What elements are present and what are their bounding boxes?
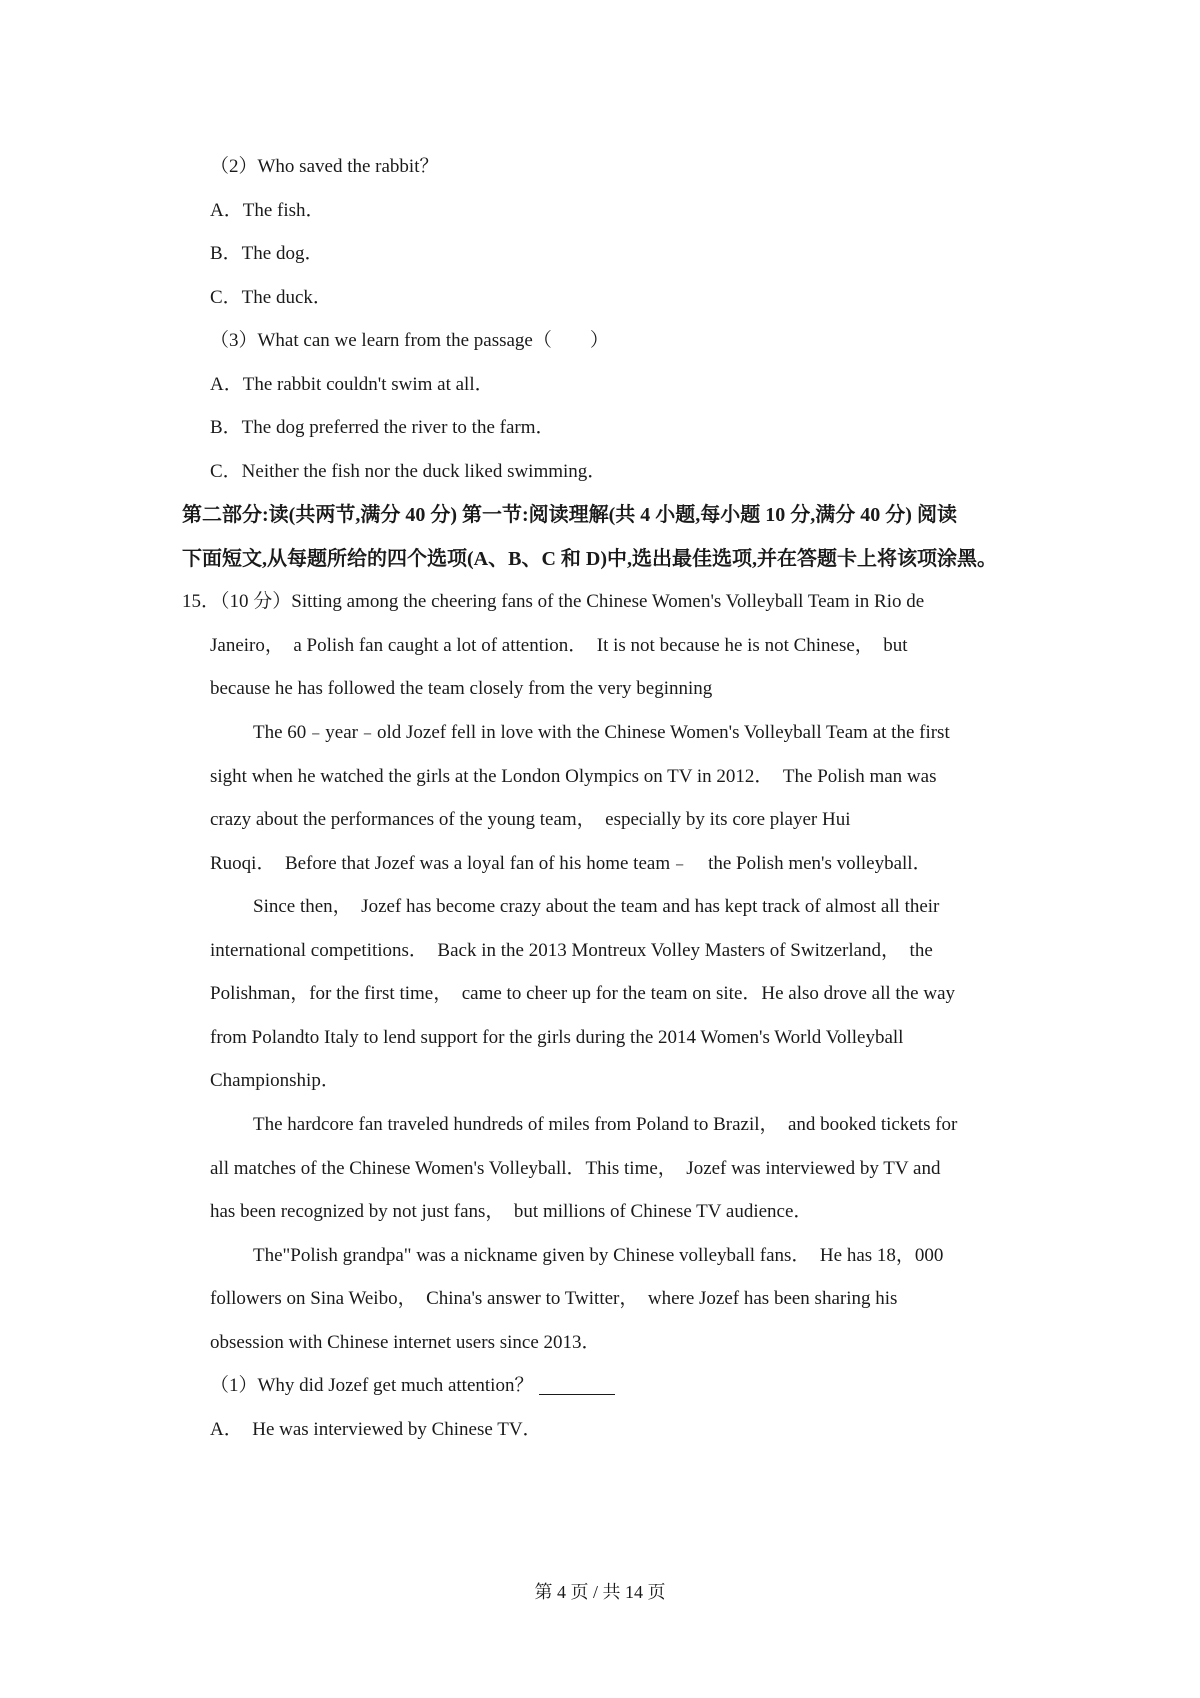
passage-line bbox=[0, 624, 1200, 668]
passage-line bbox=[0, 1147, 1200, 1191]
passage-line bbox=[0, 755, 1200, 799]
passage-text: Championship． bbox=[210, 1070, 340, 1091]
passage-line bbox=[0, 1103, 1200, 1147]
sub-question-1-line bbox=[0, 1364, 1200, 1408]
passage-line bbox=[0, 798, 1200, 842]
question-2-option-c: C．The duck． bbox=[210, 287, 332, 308]
option-line bbox=[0, 189, 1200, 233]
page-footer: 第 4 页 / 共 14 页 bbox=[534, 1582, 666, 1602]
sub-question-1-stem: （1）Why did Jozef get much attention？ bbox=[210, 1375, 534, 1396]
passage-text: Ruoqi． Before that Jozef was a loyal fan of his home team﹣ the Polish men's volleyball． bbox=[210, 853, 932, 874]
passage-text: followers on Sina Weibo， China's answer to Twitter， where Jozef has been sharing his bbox=[210, 1288, 898, 1309]
question-2-option-b: B．The dog． bbox=[210, 243, 324, 264]
passage-line bbox=[0, 1059, 1200, 1103]
section-header-line-1 bbox=[0, 493, 1200, 537]
passage-line bbox=[0, 1321, 1200, 1365]
answer-blank[interactable] bbox=[539, 1394, 615, 1395]
sub-question-1 bbox=[210, 1364, 615, 1408]
sub-question-1-option-a: A． He was interviewed by Chinese TV． bbox=[210, 1419, 542, 1440]
passage-line bbox=[0, 1016, 1200, 1060]
option-line bbox=[0, 406, 1200, 450]
question-3-stem-line bbox=[0, 319, 1200, 363]
question-3-option-b: B．The dog preferred the river to the farm． bbox=[210, 417, 555, 438]
question-2-stem-line bbox=[0, 145, 1200, 189]
question-3-option-c: C．Neither the fish nor the duck liked swimming． bbox=[210, 461, 607, 482]
paragraph-start: The"Polish grandpa" was a nickname given by Chinese volleyball fans． He has 18，000 bbox=[253, 1245, 944, 1266]
option-line bbox=[0, 1408, 1200, 1452]
passage-text: crazy about the performances of the young team， especially by its core player Hui bbox=[210, 809, 851, 830]
section-header-text-2: 下面短文,从每题所给的四个选项(A、B、C 和 D)中,选出最佳选项,并在答题卡上将该项涂黑。 bbox=[182, 548, 997, 570]
passage-line bbox=[0, 1277, 1200, 1321]
section-header-text-1: 第二部分:读(共两节,满分 40 分) 第一节:阅读理解(共 4 小题,每小题 10 分,满分 40 分) 阅读 bbox=[182, 504, 957, 526]
passage-text: international competitions． Back in the 2013 Montreux Volley Masters of Switzerland， the bbox=[210, 940, 933, 961]
paragraph-start: Since then， Jozef has become crazy about the team and has kept track of almost all their bbox=[253, 896, 940, 917]
paragraph-start: The 60﹣year﹣old Jozef fell in love with the Chinese Women's Volleyball Team at the first bbox=[253, 722, 950, 743]
paragraph-start: The hardcore fan traveled hundreds of miles from Poland to Brazil， and booked tickets for bbox=[253, 1114, 958, 1135]
passage-line bbox=[0, 711, 1200, 755]
passage-line bbox=[0, 580, 1200, 624]
passage-line bbox=[0, 929, 1200, 973]
passage-text: sight when he watched the girls at the London Olympics on TV in 2012． The Polish man was bbox=[210, 766, 937, 787]
passage-text: Janeiro， a Polish fan caught a lot of attention． It is not because he is not Chinese， but bbox=[210, 635, 908, 656]
question-2-stem: （2）Who saved the rabbit？ bbox=[210, 156, 439, 177]
question-3-stem: （3）What can we learn from the passage（ ） bbox=[210, 330, 609, 351]
option-line bbox=[0, 363, 1200, 407]
passage-line bbox=[0, 667, 1200, 711]
passage-line bbox=[0, 842, 1200, 886]
section-header-line-2 bbox=[0, 537, 1200, 581]
passage-line bbox=[0, 885, 1200, 929]
passage-text: from Polandto Italy to lend support for the girls during the 2014 Women's World Volleyball bbox=[210, 1027, 904, 1048]
passage-text: obsession with Chinese internet users since 2013． bbox=[210, 1332, 601, 1353]
passage-line bbox=[0, 972, 1200, 1016]
option-line bbox=[0, 276, 1200, 320]
passage-line bbox=[0, 1234, 1200, 1278]
passage-line bbox=[0, 1190, 1200, 1234]
question-3-option-a: A．The rabbit couldn't swim at all． bbox=[210, 374, 494, 395]
passage-text: Polishman，for the first time， came to cheer up for the team on site．He also drove all the way bbox=[210, 983, 956, 1004]
option-line bbox=[0, 232, 1200, 276]
question-2-option-a: A．The fish． bbox=[210, 200, 325, 221]
option-line bbox=[0, 450, 1200, 494]
passage-text: because he has followed the team closely from the very beginning bbox=[210, 678, 713, 699]
passage-text: all matches of the Chinese Women's Volleyball．This time， Jozef was interviewed by TV and bbox=[210, 1158, 941, 1179]
passage-text: has been recognized by not just fans， but millions of Chinese TV audience． bbox=[210, 1201, 813, 1222]
question-15-title: 15．（10 分）Sitting among the cheering fans of the Chinese Women's Volleyball Team in Rio de bbox=[182, 591, 925, 612]
